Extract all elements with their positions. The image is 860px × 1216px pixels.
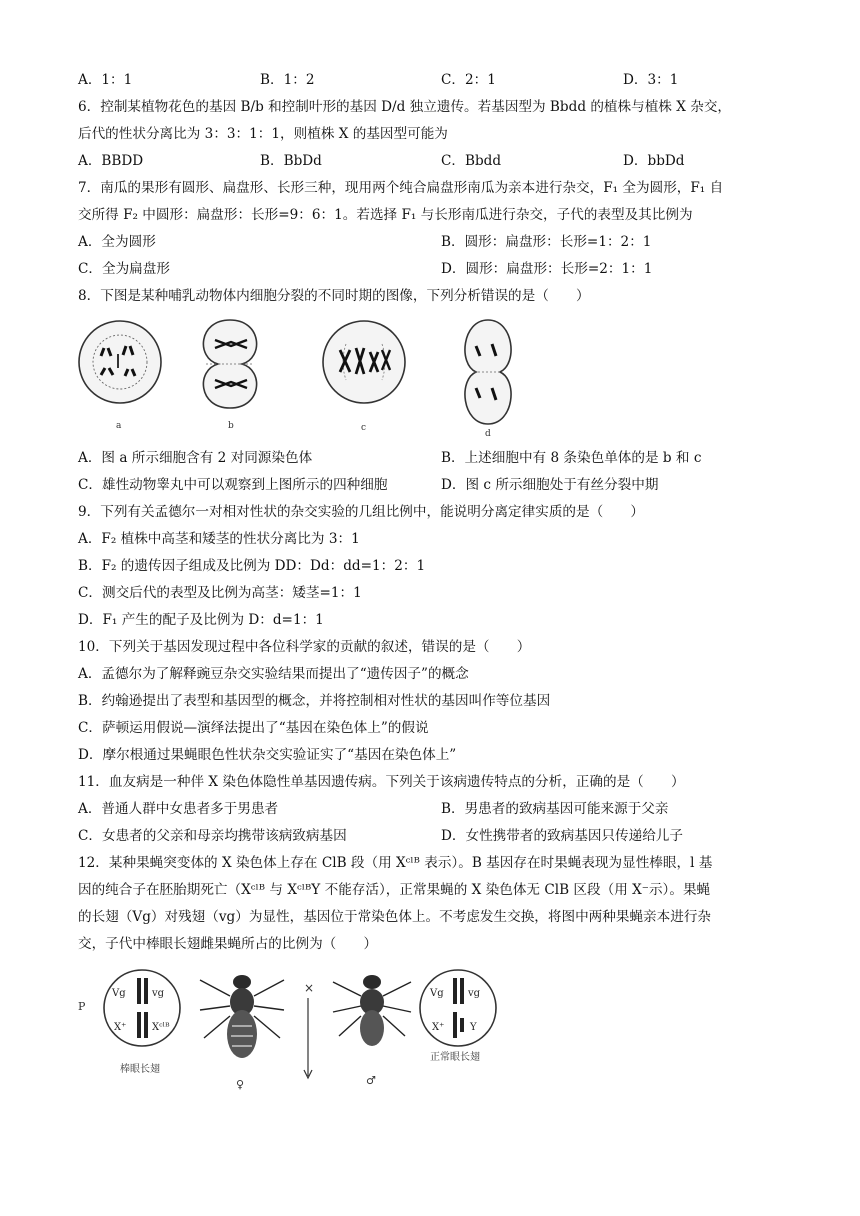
- q6-stem-line1: 6．控制某植物花色的基因 B/b 和控制叶形的基因 D/d 独立遗传。若基因型为 Bbdd 的植株与植株 X 杂交，: [78, 99, 732, 115]
- q9-option-a: A．F₂ 植株中高茎和矮茎的性状分离比为 3：1: [78, 531, 360, 547]
- cell-c-diagram: [323, 321, 405, 403]
- q10-option-a: A．孟德尔为了解释豌豆杂交实验结果而提出了“遗传因子”的概念: [78, 666, 469, 682]
- q8-option-d: D．图 c 所示细胞处于有丝分裂中期: [441, 477, 659, 493]
- q12-stem-line3: 的长翅（Vg）对残翅（vg）为显性，基因位于常染色体上。不考虑发生交换，将图中两种果蝇亲本进行杂: [78, 909, 712, 925]
- q12-stem-line1: 12．某种果蝇突变体的 X 染色体上存在 ClB 段（用 Xᶜˡᴮ 表示）。B 基因存在时果蝇表现为显性棒眼，l 基: [78, 855, 713, 871]
- q8-option-a: A．图 a 所示细胞含有 2 对同源染色体: [78, 450, 313, 466]
- cell-division-figure: [78, 318, 538, 440]
- down-arrow-icon: [304, 998, 312, 1078]
- cell-d-diagram: [465, 320, 511, 424]
- cell-a-diagram: [79, 321, 161, 403]
- female-symbol: ♀: [236, 1078, 245, 1090]
- male-fly-illustration: [333, 975, 411, 1046]
- male-symbol: ♂: [366, 1074, 376, 1087]
- q12-stem-line4: 交，子代中棒眼长翅雌果蝇所占的比例为（ ）: [78, 936, 378, 952]
- q5-option-b: B．1：2: [260, 72, 315, 88]
- q11-stem: 11．血友病是一种伴 X 染色体隐性单基因遗传病。下列关于该病遗传特点的分析，正确的是（ ）: [78, 774, 685, 790]
- q11-option-b: B．男患者的致病基因可能来源于父亲: [441, 801, 669, 817]
- cell-b-diagram: [203, 320, 256, 408]
- fig-label-a: a: [116, 421, 122, 431]
- q12-stem-line2: 因的纯合子在胚胎期死亡（Xᶜˡᴮ 与 XᶜˡᴮY 不能存活），正常果蝇的 X 染色体无 ClB 区段（用 X⁻示）。果蝇: [78, 882, 711, 898]
- q5-option-a: A．1：1: [78, 72, 133, 88]
- q7-option-d: D．圆形：扁盘形：长形=2：1：1: [441, 261, 653, 277]
- p-generation-label: P: [78, 1000, 86, 1013]
- q10-option-c: C．萨顿运用假说—演绎法提出了“基因在染色体上”的假说: [78, 720, 429, 736]
- q9-stem: 9．下列有关孟德尔一对相对性状的杂交实验的几组比例中，能说明分离定律实质的是（ ）: [78, 504, 644, 520]
- male-caption: 正常眼长翅: [430, 1052, 480, 1063]
- q9-option-c: C．测交后代的表型及比例为高茎：矮茎=1：1: [78, 585, 362, 601]
- female-fly-illustration: [200, 975, 284, 1058]
- q6-option-a: A．BBDD: [78, 153, 144, 169]
- q7-option-b: B．圆形：扁盘形：长形=1：2：1: [441, 234, 652, 250]
- fig-label-d: d: [485, 429, 491, 439]
- female-gene-1: Vg: [112, 988, 126, 999]
- female-gene-4: Xᶜˡᴮ: [152, 1022, 170, 1033]
- cross-symbol: ×: [304, 981, 315, 995]
- fig-label-c: c: [361, 423, 367, 433]
- q9-option-d: D．F₁ 产生的配子及比例为 D：d=1：1: [78, 612, 324, 628]
- q7-option-c: C．全为扁盘形: [78, 261, 170, 277]
- q8-option-b: B．上述细胞中有 8 条染色单体的是 b 和 c: [441, 450, 702, 466]
- male-gene-3: X⁺: [432, 1022, 445, 1033]
- male-gene-4: Y: [470, 1022, 477, 1033]
- q11-option-c: C．女患者的父亲和母亲均携带该病致病基因: [78, 828, 347, 844]
- male-genotype-circle: [420, 970, 496, 1046]
- fig-label-b: b: [228, 421, 234, 431]
- female-gene-2: vg: [152, 988, 165, 999]
- q6-stem-line2: 后代的性状分离比为 3：3：1：1，则植株 X 的基因型可能为: [78, 126, 448, 142]
- male-gene-2: vg: [468, 988, 481, 999]
- q6-option-b: B．BbDd: [260, 153, 322, 169]
- q10-option-d: D．摩尔根通过果蝇眼色性状杂交实验证实了“基因在染色体上”: [78, 747, 457, 763]
- q7-stem-line2: 交所得 F₂ 中圆形：扁盘形：长形=9：6：1。若选择 F₁ 与长形南瓜进行杂交，子代的表型及其比例为: [78, 207, 693, 223]
- q11-option-a: A．普通人群中女患者多于男患者: [78, 801, 279, 817]
- female-gene-3: X⁺: [114, 1022, 127, 1033]
- q6-option-c: C．Bbdd: [441, 153, 502, 169]
- q8-stem: 8．下图是某种哺乳动物体内细胞分裂的不同时期的图像，下列分析错误的是（ ）: [78, 288, 590, 304]
- q5-option-d: D．3：1: [623, 72, 679, 88]
- q11-option-d: D．女性携带者的致病基因只传递给儿子: [441, 828, 683, 844]
- q5-option-c: C．2：1: [441, 72, 496, 88]
- q10-option-b: B．约翰逊提出了表型和基因型的概念，并将控制相对性状的基因叫作等位基因: [78, 693, 551, 709]
- female-caption: 棒眼长翅: [120, 1064, 160, 1075]
- q9-option-b: B．F₂ 的遗传因子组成及比例为 DD：Dd：dd=1：2：1: [78, 558, 426, 574]
- fruit-fly-cross-figure: [74, 966, 514, 1090]
- female-genotype-circle: [104, 970, 180, 1046]
- q8-option-c: C．雄性动物睾丸中可以观察到上图所示的四种细胞: [78, 477, 388, 493]
- q7-stem-line1: 7．南瓜的果形有圆形、扁盘形、长形三种，现用两个纯合扁盘形南瓜为亲本进行杂交，F₁ 全为圆形，F₁ 自: [78, 180, 724, 196]
- male-gene-1: Vg: [430, 988, 444, 999]
- q10-stem: 10．下列关于基因发现过程中各位科学家的贡献的叙述，错误的是（ ）: [78, 639, 531, 655]
- q7-option-a: A．全为圆形: [78, 234, 156, 250]
- q6-option-d: D．bbDd: [623, 153, 685, 169]
